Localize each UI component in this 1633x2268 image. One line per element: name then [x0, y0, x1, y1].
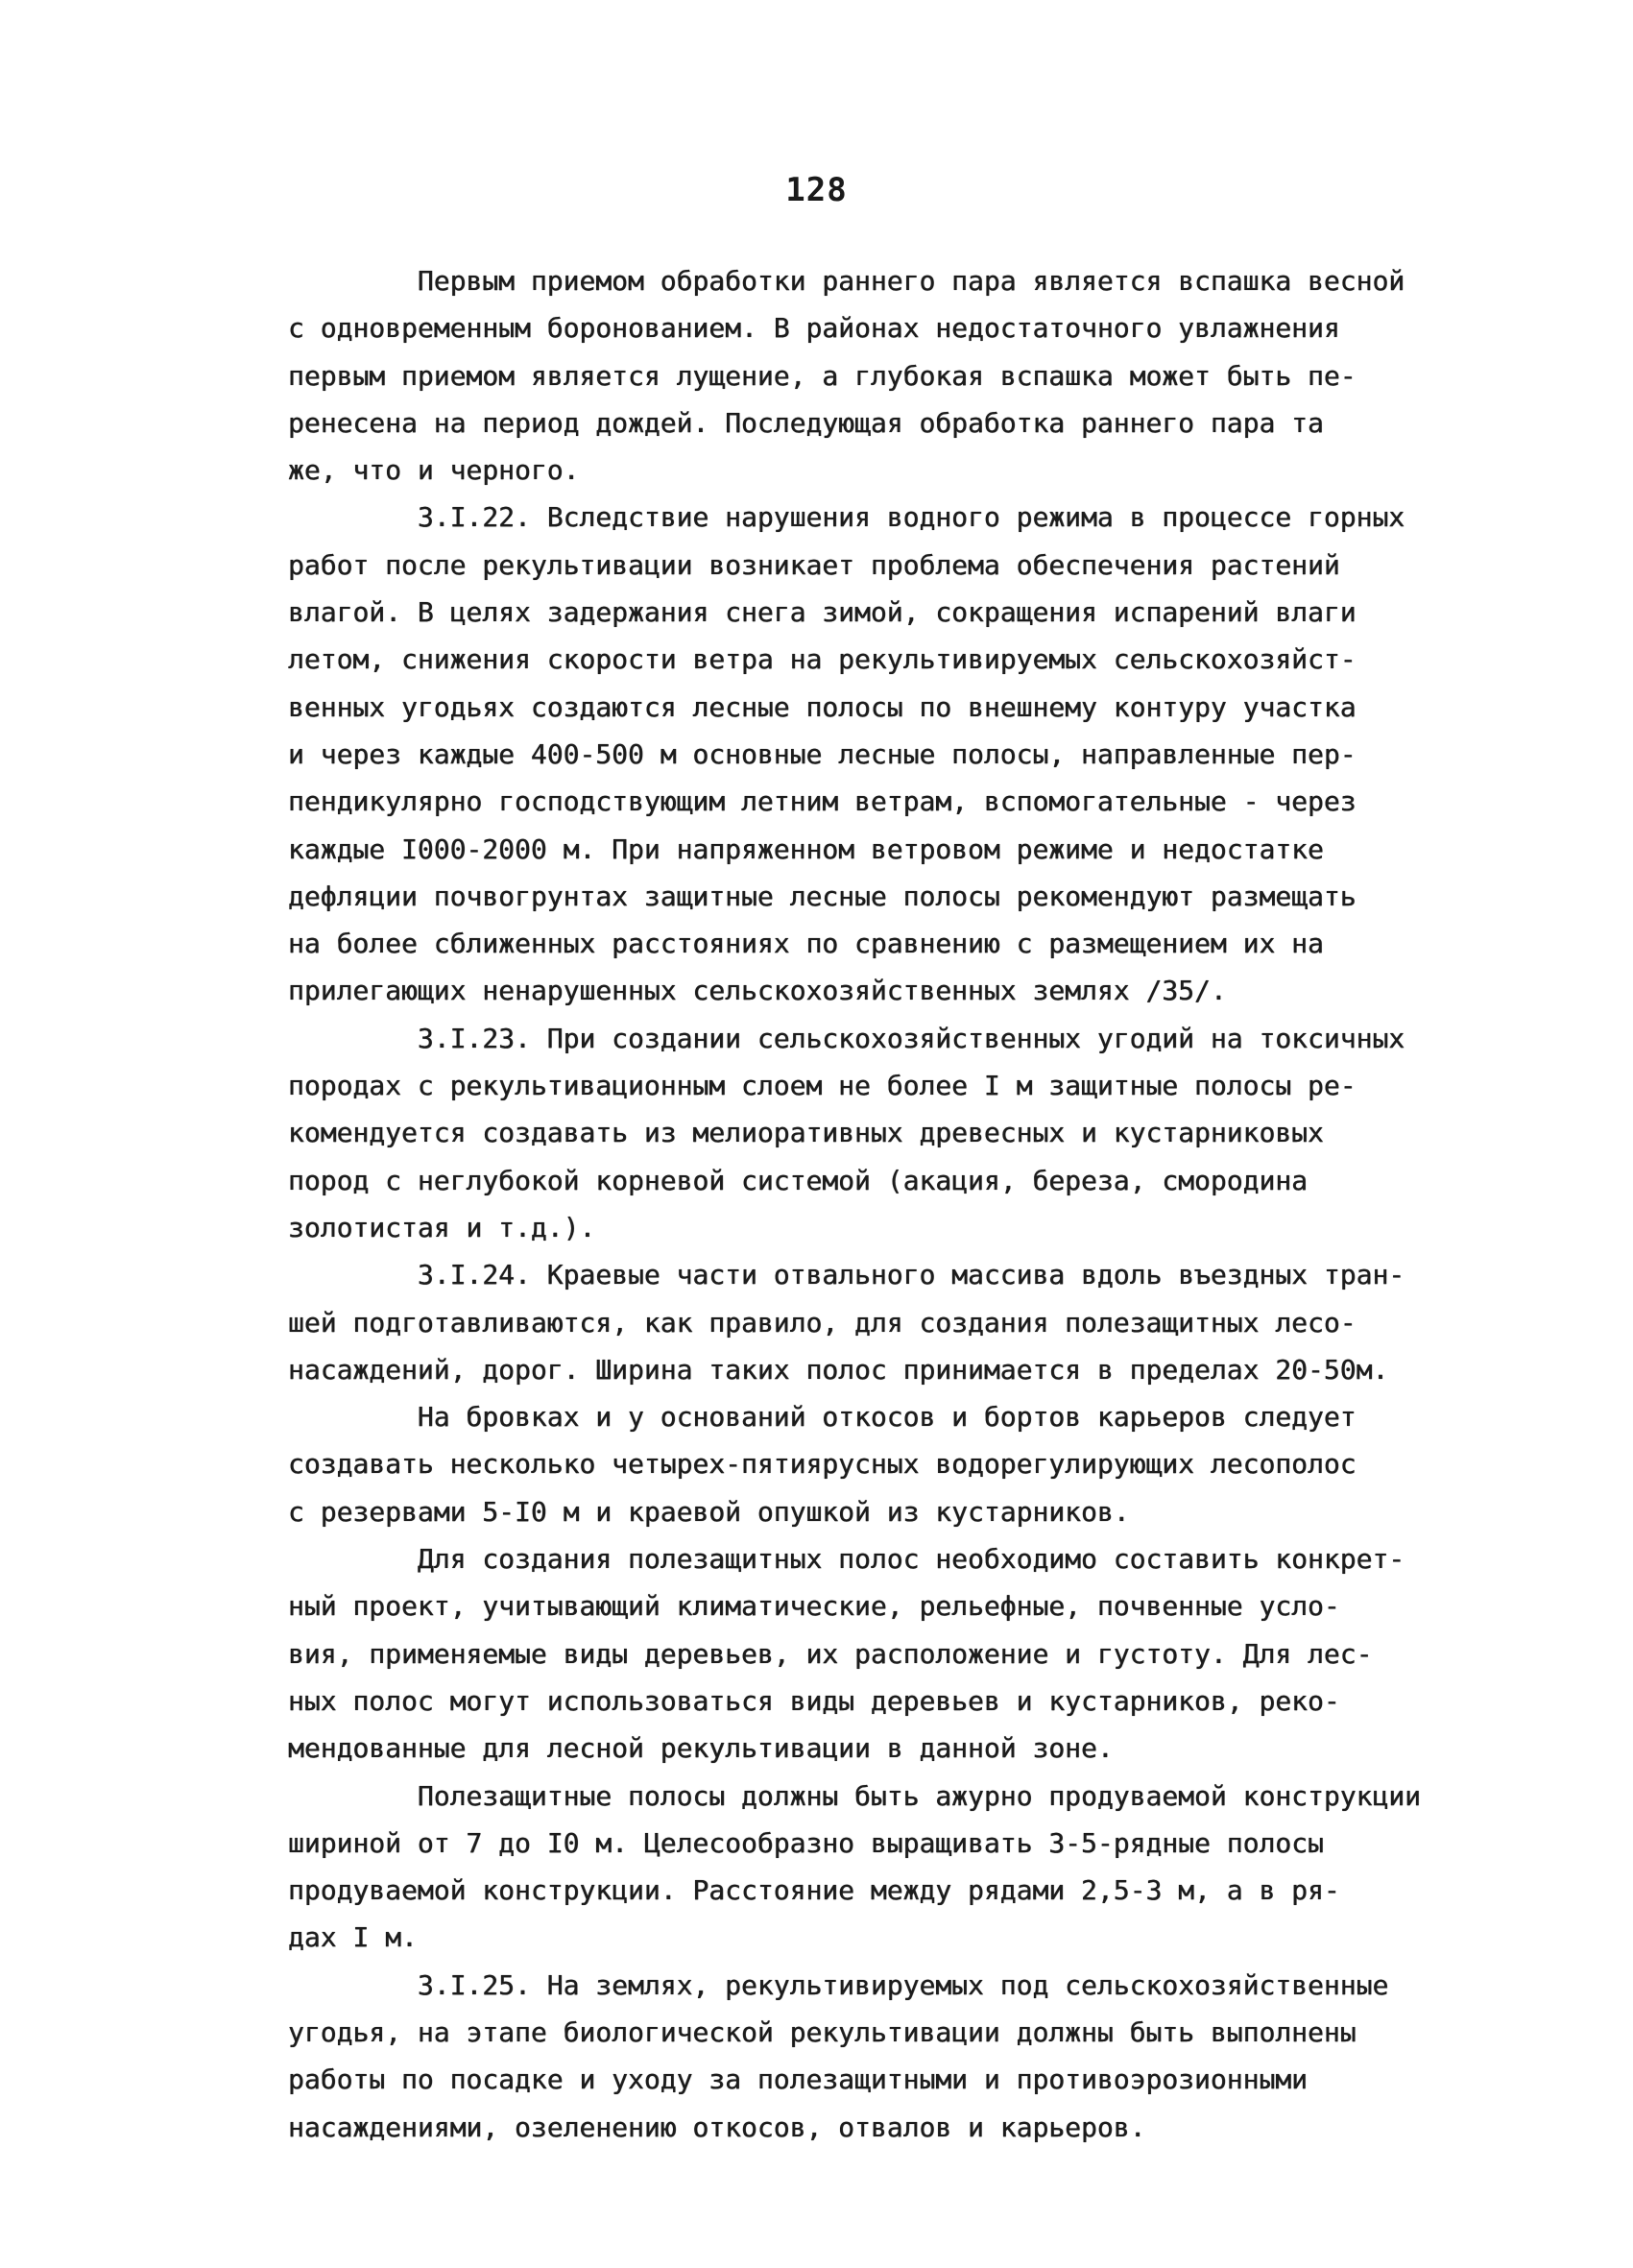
text-line: 3.I.25. На землях, рекультивируемых под сельскохозяйственные [288, 1968, 1389, 2001]
paragraph-3-1-23 [288, 1015, 1450, 1251]
text-line: 3.I.22. Вследствие нарушения водного режима в процессе горных [288, 501, 1405, 534]
text-line: прилегающих ненарушенных сельскохозяйственных землях /35/. [288, 975, 1227, 1007]
text-line: насаждениями, озеленению откосов, отвалов и карьеров. [288, 2111, 1146, 2143]
text-line: ных полос могут использоваться виды деревьев и кустарников, реко- [288, 1684, 1340, 1717]
paragraph-project-requirements [288, 1535, 1450, 1772]
text-line: пендикулярно господствующим летним ветрам, вспомогательные - через [288, 785, 1357, 818]
page-number: 128 [785, 171, 848, 209]
text-line: с резервами 5-I0 м и краевой опушкой из кустарников. [288, 1495, 1130, 1528]
text-line: венных угодьях создаются лесные полосы по внешнему контуру участка [288, 690, 1357, 723]
text-line: работы по посадке и уходу за полезащитными и противоэрозионными [288, 2063, 1309, 2096]
text-line: влагой. В целях задержания снега зимой, сокращения испарений влаги [288, 596, 1357, 629]
text-line: Полезащитные полосы должны быть ажурно продуваемой конструкции [288, 1779, 1422, 1812]
paragraph-3-1-22 [288, 494, 1450, 1014]
text-line: каждые I000-2000 м. При напряженном ветровом режиме и недостатке [288, 832, 1324, 865]
text-line: первым приемом является лущение, а глубокая вспашка может быть пе- [288, 359, 1357, 392]
text-line: породах с рекультивационным слоем не более I м защитные полосы ре- [288, 1070, 1357, 1102]
text-line: дефляции почвогрунтах защитные лесные полосы рекомендуют размещать [288, 880, 1357, 912]
text-line: 3.I.23. При создании сельскохозяйственных угодий на токсичных [288, 1022, 1405, 1054]
paragraph-early-fallow-tillage [288, 257, 1450, 494]
text-line: летом, снижения скорости ветра на рекультивируемых сельскохозяйст- [288, 643, 1357, 676]
text-line: ный проект, учитывающий климатические, рельефные, почвенные усло- [288, 1590, 1340, 1623]
paragraph-strip-construction [288, 1773, 1450, 1962]
text-line: мендованные для лесной рекультивации в данной зоне. [288, 1732, 1114, 1765]
text-line: дах I м. [288, 1921, 418, 1954]
text-line: На бровках и у оснований откосов и бортов карьеров следует [288, 1401, 1357, 1434]
text-line: работ после рекультивации возникает проблема обеспечения растений [288, 548, 1340, 581]
text-line: Для создания полезащитных полос необходимо составить конкрет- [288, 1543, 1405, 1576]
paragraph-3-1-24 [288, 1251, 1450, 1393]
paragraph-slopes-forest-strips [288, 1393, 1450, 1535]
text-line: создавать несколько четырех-пятиярусных водорегулирующих лесополос [288, 1448, 1357, 1481]
text-line: шириной от 7 до I0 м. Целесообразно выращивать 3-5-рядные полосы [288, 1826, 1324, 1859]
text-line: комендуется создавать из мелиоративных древесных и кустарниковых [288, 1117, 1324, 1149]
text-line: насаждений, дорог. Ширина таких полос принимается в пределах 20-50м. [288, 1353, 1389, 1386]
text-line: вия, применяемые виды деревьев, их расположение и густоту. Для лес- [288, 1637, 1373, 1670]
text-line: и через каждые 400-500 м основные лесные полосы, направленные пер- [288, 737, 1357, 770]
paragraph-3-1-25 [288, 1962, 1450, 2151]
text-line: ренесена на период дождей. Последующая обработка раннего пара та [288, 406, 1324, 439]
text-line: с одновременным боронованием. В районах недостаточного увлажнения [288, 312, 1340, 345]
text-line: 3.I.24. Краевые части отвального массива вдоль въездных тран- [288, 1259, 1405, 1291]
body-text [288, 257, 1450, 2151]
text-line: пород с неглубокой корневой системой (акация, береза, смородина [288, 1164, 1309, 1196]
text-line: золотистая и т.д.). [288, 1211, 596, 1243]
text-line: на более сближенных расстояниях по сравнению с размещением их на [288, 928, 1324, 960]
text-line: продуваемой конструкции. Расстояние между рядами 2,5-3 м, а в ря- [288, 1874, 1340, 1907]
text-line: же, что и черного. [288, 454, 580, 487]
text-line: угодья, на этапе биологической рекультивации должны быть выполнены [288, 2015, 1357, 2048]
text-line: Первым приемом обработки раннего пара является вспашка весной [288, 265, 1405, 297]
text-line: шей подготавливаются, как правило, для создания полезащитных лесо- [288, 1306, 1357, 1339]
